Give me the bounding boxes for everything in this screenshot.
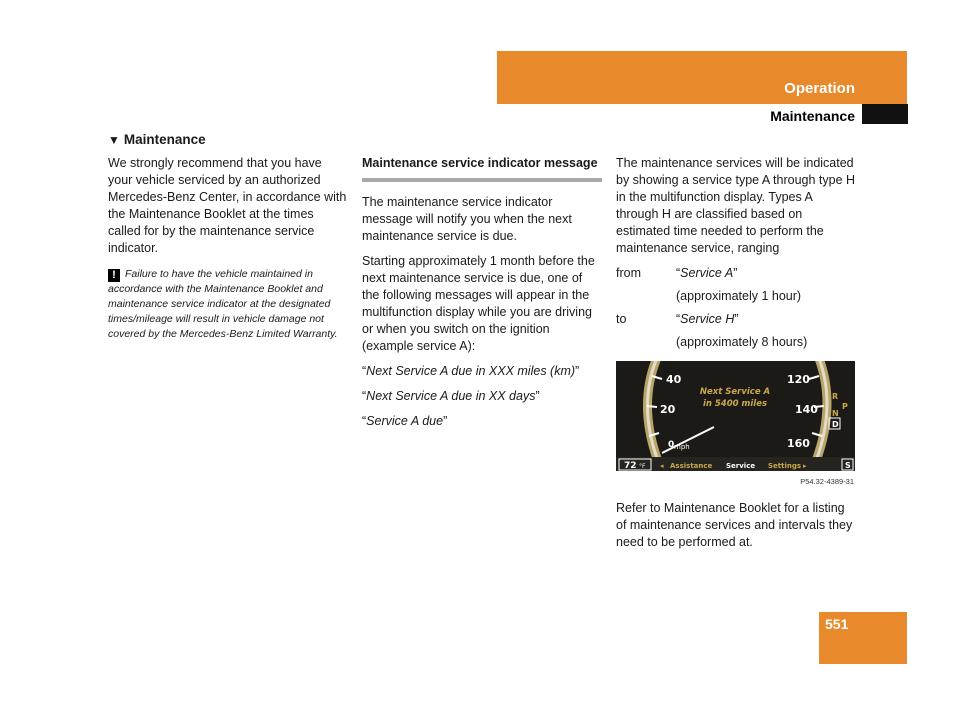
paragraph-2: Starting approximately 1 month before the next maintenance service is due, one of the following messages will appear in the multifunction display while you are driving or when you switch on the ignition (example service A):	[362, 254, 595, 353]
from-value-wrap: “Service A”	[676, 266, 738, 280]
message-1: “Next Service A due in XXX miles (km)”	[362, 364, 580, 378]
triangle-down-icon: ▼	[108, 133, 120, 147]
arrow-left-icon: ◂	[660, 462, 664, 470]
column-1	[108, 155, 348, 342]
subheading: Maintenance service indicator message	[362, 156, 598, 170]
from-value: Service A	[680, 266, 734, 280]
message-2-text: Next Service A due in XX days	[366, 389, 536, 403]
section-title: Operation	[784, 80, 855, 97]
warning-icon: !	[108, 269, 120, 282]
menu-service: Service	[726, 462, 756, 470]
warning-note	[108, 267, 348, 342]
intro-paragraph: We strongly recommend that you have your vehicle serviced by an authorized Mercedes-Benz Center, in accordance with the Maintenance Booklet at the times called for by the maintenance service indicator.	[108, 156, 347, 255]
paragraph-1: The maintenance service indicator message will notify you when the next maintenance service is due.	[362, 195, 572, 243]
range-from	[616, 265, 858, 282]
to-label: to	[616, 312, 627, 326]
arrow-right-icon: ▸	[803, 462, 807, 470]
paragraph-2: Refer to Maintenance Booklet for a listing of maintenance services and intervals they need to be performed at.	[616, 501, 853, 549]
range-to	[616, 311, 858, 328]
tick-label-140: 140	[795, 403, 818, 416]
from-sub: (approximately 1 hour)	[676, 289, 802, 303]
to-value-wrap: “Service H”	[676, 312, 739, 326]
paragraph-1: The maintenance services will be indicated by showing a service type A through type H in the multifunction display. Types A through H are classified based on estimated time needed to perform the maintenance service, ranging	[616, 156, 856, 255]
divider	[362, 178, 602, 182]
gear-d: D	[832, 420, 839, 429]
menu-assistance: Assistance	[670, 462, 713, 470]
subsection-title: Maintenance	[770, 108, 855, 124]
gear-s: S	[845, 461, 851, 470]
gear-p: P	[842, 402, 848, 411]
unit-label: mph	[674, 443, 690, 451]
page-number: 551	[825, 616, 849, 632]
tick-label-20: 20	[660, 403, 676, 416]
to-value: Service H	[680, 312, 735, 326]
tick-mark	[647, 406, 657, 407]
from-label: from	[616, 266, 641, 280]
figure-caption: P54.32-4389-31	[800, 477, 854, 486]
temperature-unit: °F	[639, 463, 646, 470]
tick-label-120: 120	[787, 373, 810, 386]
message-3-text: Service A due	[366, 414, 444, 428]
temperature: 72	[624, 461, 637, 471]
page-heading	[108, 132, 206, 147]
menu-settings: Settings	[768, 462, 802, 470]
message-1-text: Next Service A due in XXX miles (km)	[366, 364, 576, 378]
column-3	[616, 155, 858, 559]
tick-label-160: 160	[787, 437, 810, 450]
thumb-tab-marker	[862, 104, 908, 124]
heading-text: Maintenance	[123, 132, 206, 147]
gear-r: R	[832, 392, 839, 401]
warning-text: Failure to have the vehicle maintained in accordance with the Maintenance Booklet and maintenance service indicator at the designated times/mileage will result in vehicle damage not covered by the Mercedes-Benz Limited Warranty.	[108, 268, 338, 340]
to-sub: (approximately 8 hours)	[676, 335, 808, 349]
message-2: “Next Service A due in XX days”	[362, 389, 540, 403]
service-message-line-1: Next Service A	[699, 387, 771, 397]
service-message-line-2: in 5400 miles	[702, 399, 768, 409]
instrument-cluster-svg	[616, 361, 855, 471]
tick-label-40: 40	[666, 373, 682, 386]
message-3: “Service A due”	[362, 414, 448, 428]
column-2	[362, 155, 602, 438]
gear-n: N	[832, 409, 839, 418]
tick-label-0: 0	[668, 440, 675, 450]
instrument-cluster-figure	[616, 361, 855, 471]
